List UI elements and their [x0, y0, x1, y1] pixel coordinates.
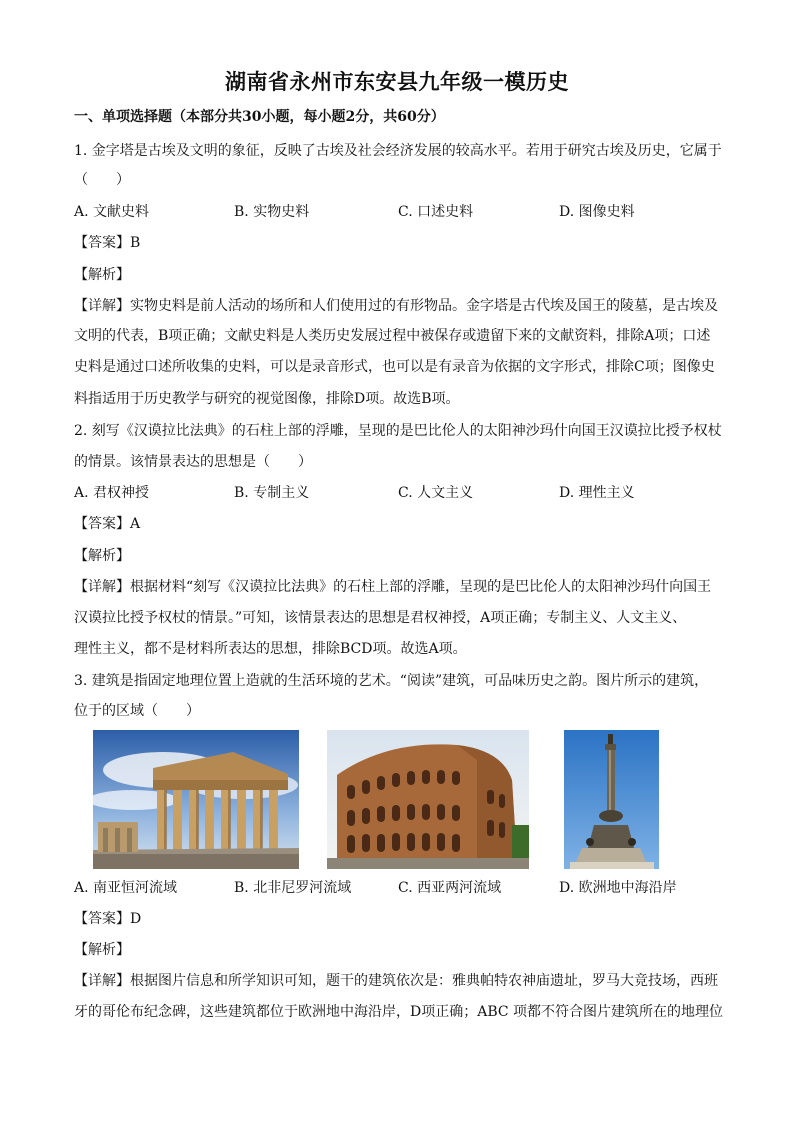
q2-stem-line1: 2. 刻写《汉谟拉比法典》的石柱上部的浮雕，呈现的是巴比伦人的太阳神沙玛什向国王汉谟拉比授予权杖	[74, 423, 722, 439]
q3-detail-line: 【详解】根据图片信息和所学知识可知，题干的建筑依次是：雅典帕特农神庙遗址，罗马大竞技场，西班	[74, 973, 718, 989]
q2-detail-line: 理性主义，都不是材料所表达的思想，排除BCD项。故选A项。	[74, 641, 467, 657]
q2-answer: 【答案】A	[74, 516, 141, 532]
q2-option-a: A. 君权神授	[74, 485, 150, 501]
q2-option-b: B. 专制主义	[234, 485, 310, 501]
q1-detail-line: 料指适用于历史教学与研究的视觉图像，排除D项。故选B项。	[74, 391, 460, 407]
q2-option-c: C. 人文主义	[398, 485, 474, 501]
parthenon-image	[93, 730, 299, 869]
section-heading: 一、单项选择题（本部分共30小题，每小题2分，共60分）	[74, 109, 445, 125]
q3-option-c: C. 西亚两河流域	[398, 880, 502, 896]
q3-detail-line: 牙的哥伦布纪念碑，这些建筑都位于欧洲地中海沿岸，D项正确；ABC 项都不符合图片建筑所在的地理位	[74, 1004, 724, 1020]
q1-detail-line: 文明的代表，B项正确；文献史料是人类历史发展过程中被保存或遗留下来的文献资料，排除A项；口述	[74, 328, 711, 344]
columbus-monument-image	[564, 730, 659, 869]
q2-option-d: D. 理性主义	[559, 485, 635, 501]
q1-option-b: B. 实物史料	[234, 204, 310, 220]
page-title: 湖南省永州市东安县九年级一模历史	[225, 69, 569, 94]
q1-option-c: C. 口述史料	[398, 204, 474, 220]
q1-detail-line: 【详解】实物史料是前人活动的场所和人们使用过的有形物品。金字塔是古代埃及国王的陵墓，是古埃及	[74, 298, 718, 314]
q3-option-a: A. 南亚恒河流域	[74, 880, 178, 896]
q1-option-a: A. 文献史料	[74, 204, 150, 220]
q1-answer: 【答案】B	[74, 235, 141, 251]
q3-analysis-label: 【解析】	[74, 942, 130, 958]
q1-detail-line: 史料是通过口述所收集的史料，可以是录音形式，也可以是有录音为依据的文字形式，排除C项；图像史	[74, 359, 715, 375]
colosseum-image	[327, 730, 529, 869]
q3-answer: 【答案】D	[74, 911, 142, 927]
q1-stem-line1: 1. 金字塔是古埃及文明的象征，反映了古埃及社会经济发展的较高水平。若用于研究古埃及历史，它属于	[74, 143, 722, 159]
q3-option-d: D. 欧洲地中海沿岸	[559, 880, 677, 896]
q2-analysis-label: 【解析】	[74, 548, 130, 564]
q3-option-b: B. 北非尼罗河流域	[234, 880, 352, 896]
q3-stem-line2: 位于的区域（ ）	[74, 703, 200, 719]
q2-stem-line2: 的情景。该情景表达的思想是（ ）	[74, 454, 312, 470]
q2-detail-line: 【详解】根据材料“刻写《汉谟拉比法典》的石柱上部的浮雕，呈现的是巴比伦人的太阳神沙玛什向国王	[74, 579, 712, 595]
q1-analysis-label: 【解析】	[74, 267, 130, 283]
q3-stem-line1: 3. 建筑是指固定地理位置上造就的生活环境的艺术。“阅读”建筑，可品味历史之韵。图片所示的建筑，	[74, 673, 709, 689]
q2-detail-line: 汉谟拉比授予权杖的情景。”可知，该情景表达的思想是君权神授，A项正确；专制主义、人文主义、	[74, 610, 687, 626]
q1-option-d: D. 图像史料	[559, 204, 635, 220]
q1-stem-line2: （ ）	[74, 172, 130, 188]
